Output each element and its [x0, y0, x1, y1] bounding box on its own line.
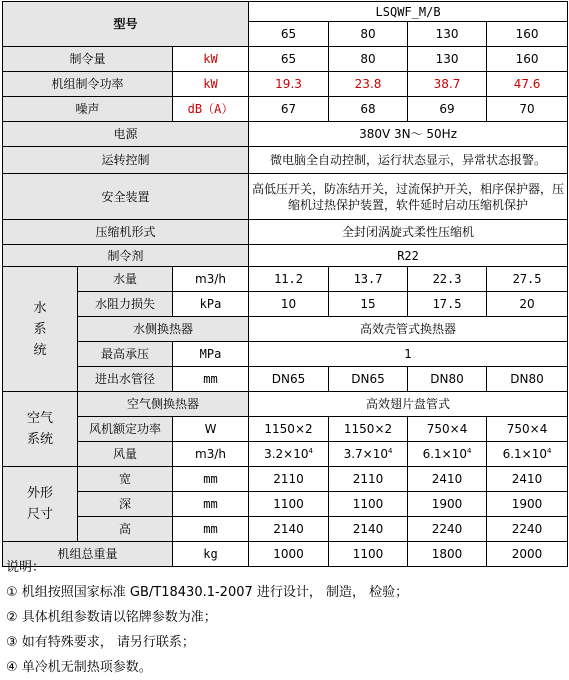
refrigerant-value: R22 [249, 245, 568, 267]
fan-power-unit: W [173, 417, 249, 442]
operation-control-label: 运转控制 [3, 147, 249, 174]
height-label: 高 [78, 517, 173, 542]
cell-value: $3.7\times 10^4$ [329, 442, 408, 467]
cell-value: 130 [408, 47, 487, 72]
cell-value: 69 [408, 97, 487, 122]
spec-table [2, 1, 568, 567]
total-weight-label: 机组总重量 [3, 542, 173, 567]
cell-value: 22.3 [408, 267, 487, 292]
pipe-size-unit: mm [173, 367, 249, 392]
cell-value: 1150×2 [329, 417, 408, 442]
pipe-size-label: 进出水管径 [78, 367, 173, 392]
cooling-capacity-label: 制令量 [3, 47, 173, 72]
cell-value: 1100 [329, 492, 408, 517]
pressure-drop-label: 水阻力损失 [78, 292, 173, 317]
cell-value: DN80 [408, 367, 487, 392]
cell-value: 2140 [249, 517, 329, 542]
model-col: 160 [487, 22, 568, 47]
cell-value: 2240 [408, 517, 487, 542]
power-supply-label: 电源 [3, 122, 249, 147]
group-label-line: 外形 [26, 486, 53, 501]
depth-unit: mm [173, 492, 249, 517]
cell-value: 1100 [249, 492, 329, 517]
cell-value: 2140 [329, 517, 408, 542]
water-heat-exchanger-value: 高效壳管式换热器 [249, 317, 568, 342]
notes-title: 说明： [6, 560, 46, 575]
noise-unit: dB（A） [173, 97, 249, 122]
cell-value: DN80 [487, 367, 568, 392]
cell-value: 13.7 [329, 267, 408, 292]
cell-value: $6.1\times 10^4$ [408, 442, 487, 467]
cell-value: 19.3 [249, 72, 329, 97]
cell-value: 2410 [408, 467, 487, 492]
cell-value: DN65 [329, 367, 408, 392]
model-col: 65 [249, 22, 329, 47]
cell-value: 17.5 [408, 292, 487, 317]
cell-value: 750×4 [408, 417, 487, 442]
exponent: 4 [467, 447, 472, 455]
cell-value: 2000 [487, 542, 568, 567]
cell-value: 20 [487, 292, 568, 317]
cell-value: 2410 [487, 467, 568, 492]
cell-value: 1900 [487, 492, 568, 517]
air-flow-unit: m3/h [173, 442, 249, 467]
max-pressure-label: 最高承压 [78, 342, 173, 367]
group-label-char: 统 [33, 342, 47, 358]
compressor-value: 全封闭涡旋式柔性压缩机 [249, 220, 568, 245]
compressor-label: 压缩机形式 [3, 220, 249, 245]
operation-control-value: 微电脑全自动控制，运行状态显示，异常状态报警。 [249, 147, 568, 174]
fan-power-label: 风机额定功率 [78, 417, 173, 442]
group-label-line: 尺寸 [26, 507, 53, 522]
air-heat-exchanger-value: 高效翅片盘管式 [249, 392, 568, 417]
safety-value: 高低压开关，防冻结开关，过流保护开关，相序保护器，压缩机过热保护装置，软件延时启动压缩机保护 [249, 174, 568, 220]
noise-label: 噪声 [3, 97, 173, 122]
air-system-group-label [3, 392, 78, 467]
refrigerant-label: 制令剂 [3, 245, 249, 267]
power-supply-value: 380V 3N～ 50Hz [249, 122, 568, 147]
cooling-capacity-unit: kW [173, 47, 249, 72]
cell-value: 65 [249, 47, 329, 72]
cell-value: 15 [329, 292, 408, 317]
note-item: ③ 如有特殊要求， 请另行联系； [6, 635, 195, 650]
cell-value: 1150×2 [249, 417, 329, 442]
cell-value: 10 [249, 292, 329, 317]
note-item: ④ 单冷机无制热项参数。 [6, 660, 152, 675]
width-label: 宽 [78, 467, 173, 492]
cell-value: $3.2\times 10^4$ [249, 442, 329, 467]
exponent: 4 [308, 447, 313, 455]
cell-value: 23.8 [329, 72, 408, 97]
water-flow-unit: m3/h [173, 267, 249, 292]
notes [6, 555, 566, 680]
cell-value: 2110 [329, 467, 408, 492]
safety-label: 安全装置 [3, 174, 249, 220]
width-unit: mm [173, 467, 249, 492]
depth-label: 深 [78, 492, 173, 517]
cell-value: 1800 [408, 542, 487, 567]
cell-value: DN65 [249, 367, 329, 392]
series-name: LSQWF_M/B [249, 2, 568, 22]
group-label-char: 系 [33, 321, 47, 337]
dimensions-group-label [3, 467, 78, 542]
cell-value: 2110 [249, 467, 329, 492]
pressure-drop-unit: kPa [173, 292, 249, 317]
cell-value: 47.6 [487, 72, 568, 97]
exponent: 4 [547, 447, 552, 455]
water-flow-label: 水量 [78, 267, 173, 292]
group-label-line: 系统 [26, 432, 53, 447]
cell-value: 750×4 [487, 417, 568, 442]
model-col: 80 [329, 22, 408, 47]
air-heat-exchanger-label: 空气侧换热器 [78, 392, 249, 417]
cell-value: 80 [329, 47, 408, 72]
cell-value: 70 [487, 97, 568, 122]
water-heat-exchanger-label: 水侧换热器 [78, 317, 249, 342]
air-flow-label: 风量 [78, 442, 173, 467]
note-item: ② 具体机组参数请以铭牌参数为准； [6, 610, 217, 625]
cell-value: 1900 [408, 492, 487, 517]
cell-value: 11.2 [249, 267, 329, 292]
model-col: 130 [408, 22, 487, 47]
max-pressure-unit: MPa [173, 342, 249, 367]
cell-value: $6.1\times 10^4$ [487, 442, 568, 467]
cell-value: 1000 [249, 542, 329, 567]
cell-value: 1100 [329, 542, 408, 567]
cell-value: 2240 [487, 517, 568, 542]
exponent: 4 [388, 447, 393, 455]
water-system-group-label [3, 267, 78, 392]
cell-value: 67 [249, 97, 329, 122]
unit-power-unit: kW [173, 72, 249, 97]
cell-value: 27.5 [487, 267, 568, 292]
note-item: ① 机组按照国家标准 GB/T18430.1-2007 进行设计， 制造， 检验； [6, 585, 409, 600]
cell-value: 160 [487, 47, 568, 72]
unit-power-label: 机组制令功率 [3, 72, 173, 97]
total-weight-unit: kg [173, 542, 249, 567]
height-unit: mm [173, 517, 249, 542]
group-label-line: 空气 [26, 411, 53, 426]
cell-value: 68 [329, 97, 408, 122]
cell-value: 38.7 [408, 72, 487, 97]
group-label-char: 水 [33, 300, 47, 316]
max-pressure-value: 1 [249, 342, 568, 367]
model-header: 型号 [3, 2, 249, 47]
